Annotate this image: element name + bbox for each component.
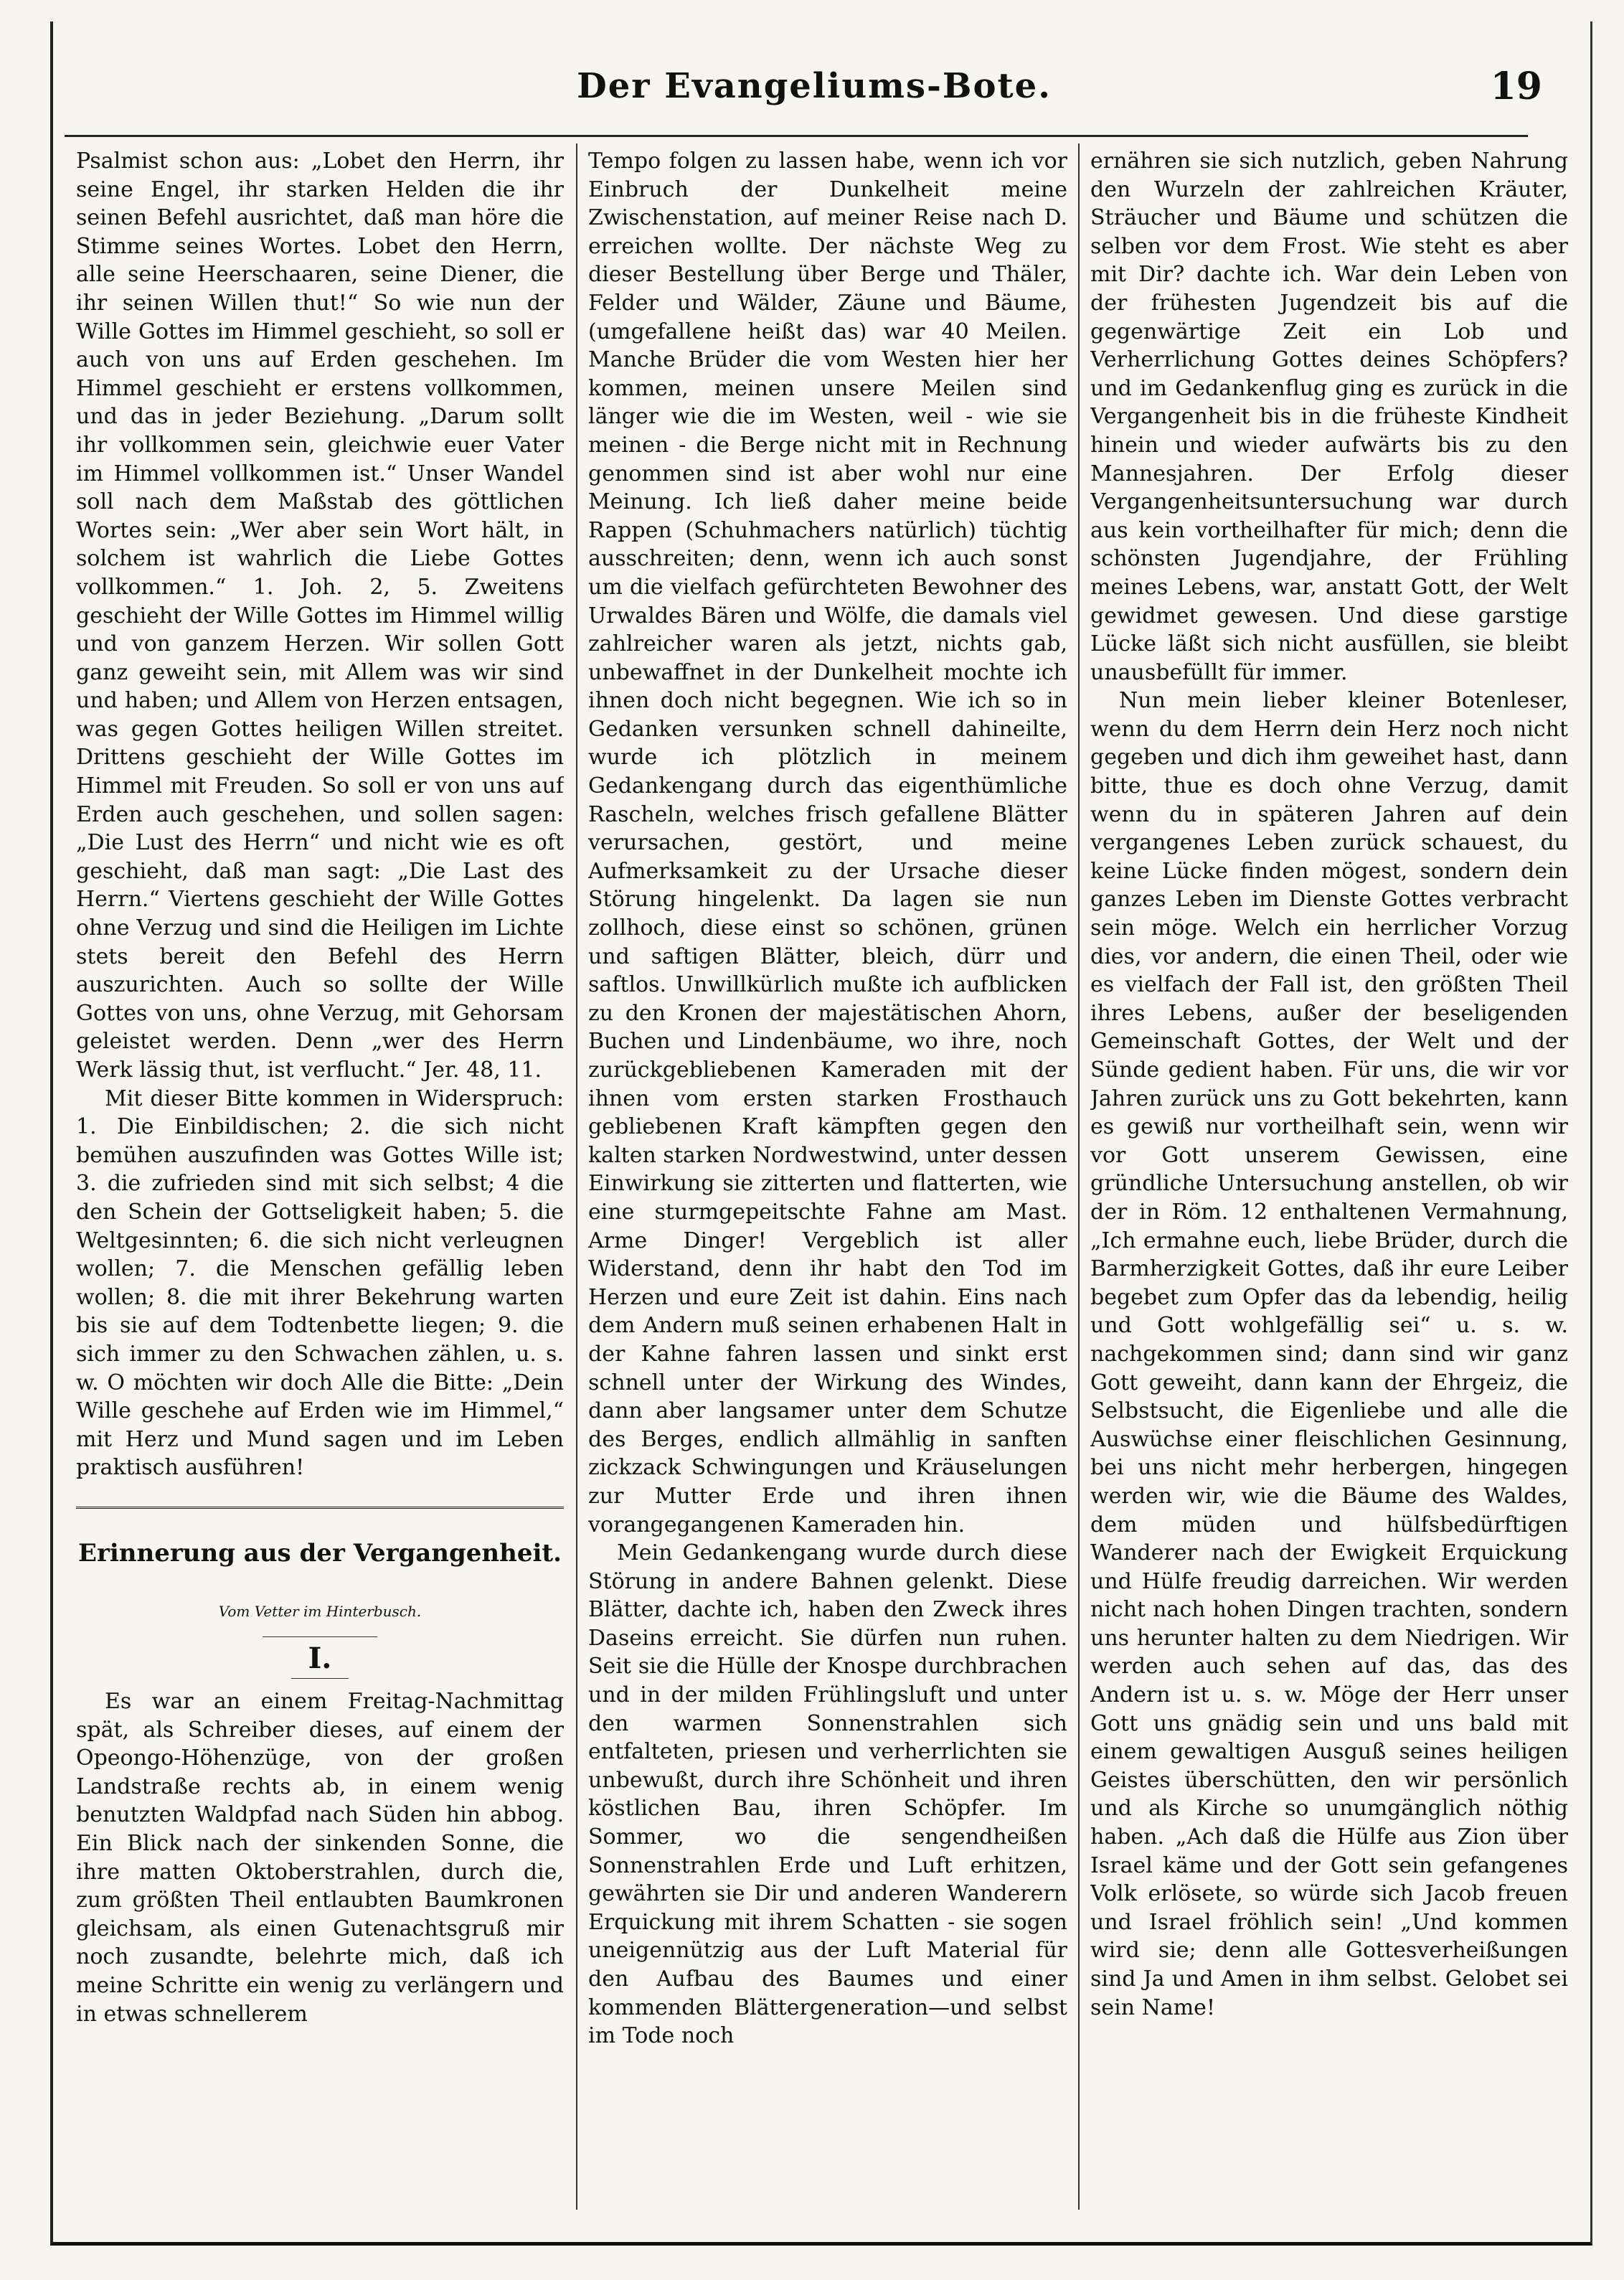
column-divider-1 bbox=[576, 143, 577, 2210]
byline: Vom Vetter im Hinterbusch. bbox=[218, 1602, 422, 1620]
page-number: 19 bbox=[1490, 65, 1542, 108]
section-title: Erinnerung aus der Vergangenheit. bbox=[78, 1538, 562, 1568]
col3-paragraph-1: ernähren sie sich nutzlich, geben Nahrung den Wurzeln der zahlreichen Kräuter, Sträucher und Bäume und schützen die selben vor dem Frost. Wie steht es aber mit Dir? dachte ich. War dein Leben von der frühesten Jugendzeit bis auf die gegenwärtige Zeit ein Lob und Verherrlichung Gottes deines Schöpfers? und im Gedankenflug ging es zurück in die Vergangenheit bis in die früheste Kindheit hinein und wieder aufwärts bis zu den Mannesjahren. Der Erfolg dieser Vergangenheitsuntersuchung war durch aus kein vortheilhafter für mich; denn die schönsten Jugendjahre, der Frühling meines Lebens, war, anstatt Gott, der Welt gewidmet gewesen. Und diese garstige Lücke läßt sich nicht ausfüllen, sie bleibt unausbefüllt für immer. bbox=[1090, 149, 1568, 685]
chapter-numeral: I. bbox=[308, 1641, 332, 1675]
byline-rule bbox=[263, 1636, 377, 1637]
col1-paragraph-3: Es war an einem Freitag-Nachmittag spät, als Schreiber dieses, auf einem der Opeongo-Höhenzüge, von der großen Landstraße rechts ab, in einem wenig benutzten Waldpfad nach Süden hin abbog. Ein Blick nach der sinkenden Sonne, die ihre matten Oktoberstrahlen, durch die, zum größten Theil entlaubten Baumkronen gleichsam, als einen Gutenachtsgruß mir noch zusandte, belehrte mich, daß ich meine Schritte ein wenig zu verlängern und in etwas schnellerem bbox=[76, 1689, 564, 2027]
header-rule bbox=[65, 135, 1528, 137]
numeral-rule bbox=[291, 1678, 349, 1679]
column-divider-2 bbox=[1078, 143, 1080, 2210]
column-3 bbox=[1090, 147, 1568, 2213]
col2-paragraph-1: Tempo folgen zu lassen habe, wenn ich vor Einbruch der Dunkelheit meine Zwischenstation, auf meiner Reise nach D. erreichen wollte. Der nächste Weg zu dieser Bestellung über Berge und Thäler, Felder und Wälder, Zäune und Bäume, (umgefallene heißt das) war 40 Meilen. Manche Brüder die vom Westen hier her kommen, meinen unsere Meilen sind länger wie die im Westen, weil - wie sie meinen - die Berge nicht mit in Rechnung genommen sind ist aber wohl nur eine Meinung. Ich ließ daher meine beide Rappen (Schuhmachers natürlich) tüchtig ausschreiten; denn, wenn ich auch sonst um die vielfach gefürchteten Bewohner des Urwaldes Bären und Wölfe, die damals viel zahlreicher waren als jetzt, nichts gab, unbewaffnet in der Dunkelheit mochte ich ihnen doch nicht begegnen. Wie ich so in Gedanken versunken schnell dahineilte, wurde ich plötzlich in meinem Gedankengang durch das eigenthümliche Rascheln, welches frisch gefallene Blätter verursachen, gestört, und meine Aufmerksamkeit zu der Ursache dieser Störung hingelenkt. Da lagen sie nun zollhoch, diese einst so schönen, grünen und saftigen Blätter, bleich, dürr und saftlos. Unwillkürlich mußte ich aufblicken zu den Kronen der majestätischen Ahorn, Buchen und Lindenbäume, wo ihre, noch zurückgebliebenen Kameraden mit der ihnen vom ersten starken Frosthauch gebliebenen Kraft kämpften gegen den kalten starken Nordwestwind, unter dessen Einwirkung sie zitterten und flatterten, wie eine sturmgepeitschte Fahne am Mast. Arme Dinger! Vergeblich ist aller Widerstand, denn ihr habt den Tod im Herzen und eure Zeit ist dahin. Eins nach dem Andern muß seinen erhabenen Halt in der Kahne fahren lassen und sinkt erst schnell unter der Wirkung des Windes, dann aber langsamer unter dem Schutze des Berges, endlich allmählig in sanften zickzack Schwingungen und Kräuselungen zur Mutter Erde und ihren ihnen vorangegangenen Kameraden hin. bbox=[588, 149, 1067, 1537]
column-2 bbox=[588, 147, 1067, 2213]
masthead-title: Der Evangeliums-Bote. bbox=[577, 66, 1052, 106]
col1-paragraph-1: Psalmist schon aus: „Lobet den Herrn, ihr seine Engel, ihr starken Helden die ihr seinen Befehl ausrichtet, daß man höre die Stimme seines Wortes. Lobet den Herrn, alle seine Heerschaaren, seine Diener, die ihr seinen Willen thut!“ So wie nun der Wille Gottes im Himmel geschieht, so soll er auch von uns auf Erden geschehen. Im Himmel geschieht er erstens vollkommen, und das in jeder Beziehung. „Darum sollt ihr vollkommen sein, gleichwie euer Vater im Himmel vollkommen ist.“ Unser Wandel soll nach dem Maßstab des göttlichen Wortes sein: „Wer aber sein Wort hält, in solchem ist wahrlich die Liebe Gottes vollkommen.“ 1. Joh. 2, 5. Zweitens geschieht der Wille Gottes im Himmel willig und von ganzem Herzen. Wir sollen Gott ganz geweiht sein, mit Allem was wir sind und haben; und Allem von Herzen entsagen, was gegen Gottes heiligen Willen streitet. Drittens geschieht der Wille Gottes im Himmel mit Freuden. So soll er von uns auf Erden auch geschehen, und sollen sagen: „Die Lust des Herrn“ und nicht wie es oft geschieht, daß man sagt: „Die Last des Herrn.“ Viertens geschieht der Wille Gottes ohne Verzug und sind die Heiligen im Lichte stets bereit den Befehl des Herrn auszurichten. Auch so sollte der Wille Gottes von uns, ohne Verzug, mit Gehorsam geleistet werden. Denn „wer des Herrn Werk lässig thut, ist verflucht.“ Jer. 48, 11. bbox=[76, 149, 564, 1083]
col3-paragraph-2: Nun mein lieber kleiner Botenleser, wenn du dem Herrn dein Herz noch nicht gegeben und dich ihm geweihet hast, dann bitte, thue es doch ohne Verzug, damit wenn du in späteren Jahren auf dein vergangenes Leben zurück schauest, du keine Lücke finden mögest, sondern dein ganzes Leben im Dienste Gottes verbracht sein möge. Welch ein herrlicher Vorzug dies, vor andern, die einen Theil, oder wie es vielfach der Fall ist, den größten Theil ihres Lebens, außer der beseligenden Gemeinschaft Gottes, der Welt und der Sünde gedient haben. Für uns, die wir vor Jahren zurück uns zu Gott bekehrten, kann es gewiß nur vortheilhaft sein, wenn wir vor Gott unserem Gewissen, eine gründliche Untersuchung anstellen, ob wir der in Röm. 12 enthaltenen Vermahnung, „Ich ermahne euch, liebe Brüder, durch die Barmherzigkeit Gottes, daß ihr eure Leiber begebet zum Opfer das da lebendig, heilig und Gott wohlgefällig sei“ u. s. w. nachgekommen sind; dann sind wir ganz Gott geweiht, dann kann der Ehrgeiz, die Selbstsucht, die Eigenliebe und alle die Auswüchse einer fleischlichen Gesinnung, bei uns nicht mehr herbergen, hingegen werden wir, wie die Bäume des Waldes, dem müden und hülfsbedürftigen Wanderer nach der Ewigkeit Erquickung und Hülfe freudig darreichen. Wir werden nicht nach hohen Dingen trachten, sondern uns herunter halten zu dem Niedrigen. Wir werden auch sehen auf das, das des Andern ist u. s. w. Möge der Herr unser Gott uns gnädig sein und uns bald mit einem gewaltigen Ausguß seines heiligen Geistes überschütten, den wir persönlich und als Kirche so unumgänglich nöthig haben. „Ach daß die Hülfe aus Zion über Israel käme und der Gott sein gefangenes Volk erlösete, so würde sich Jacob freuen und Israel fröhlich sein! „Und kommen wird sie; denn alle Gottesverheißungen sind Ja und Amen in ihm selbst. Gelobet sei sein Name! bbox=[1090, 688, 1568, 2020]
page-header bbox=[57, 59, 1571, 123]
column-1 bbox=[76, 147, 564, 2213]
col1-paragraph-2: Mit dieser Bitte kommen in Widerspruch: 1. Die Einbildischen; 2. die sich nicht bemühen auszufinden was Gottes Wille ist; 3. die zufrieden sind mit sich selbst; 4 die den Schein der Gottseligkeit haben; 5. die Weltgesinnten; 6. die sich nicht verleugnen wollen; 7. die Menschen gefällig leben wollen; 8. die mit ihrer Bekehrung warten bis sie auf dem Todtenbette liegen; 9. die sich immer zu den Schwachen zählen, u. s. w. O möchten wir doch Alle die Bitte: „Dein Wille geschehe auf Erden wie im Himmel,“ mit Herz und Mund sagen und im Leben praktisch ausführen! bbox=[76, 1085, 564, 1481]
section-rule bbox=[76, 1507, 564, 1509]
col2-paragraph-2: Mein Gedankengang wurde durch diese Störung in andere Bahnen gelenkt. Diese Blätter, dachte ich, haben den Zweck ihres Daseins erreicht. Sie dürfen nun ruhen. Seit sie die Hülle der Knospe durchbrachen und in der milden Frühlingsluft und unter den warmen Sonnenstrahlen sich entfalteten, priesen und verherrlichten sie unbewußt, durch ihre Schönheit und ihren köstlichen Bau, ihren Schöpfer. Im Sommer, wo die sengendheißen Sonnenstrahlen Erde und Luft erhitzen, gewährten sie Dir und anderen Wanderern Erquickung mit ihrem Schatten - sie sogen uneigennützig aus der Luft Material für den Aufbau des Baumes und einer kommenden Blättergeneration—und selbst im Tode noch bbox=[588, 1540, 1067, 2049]
